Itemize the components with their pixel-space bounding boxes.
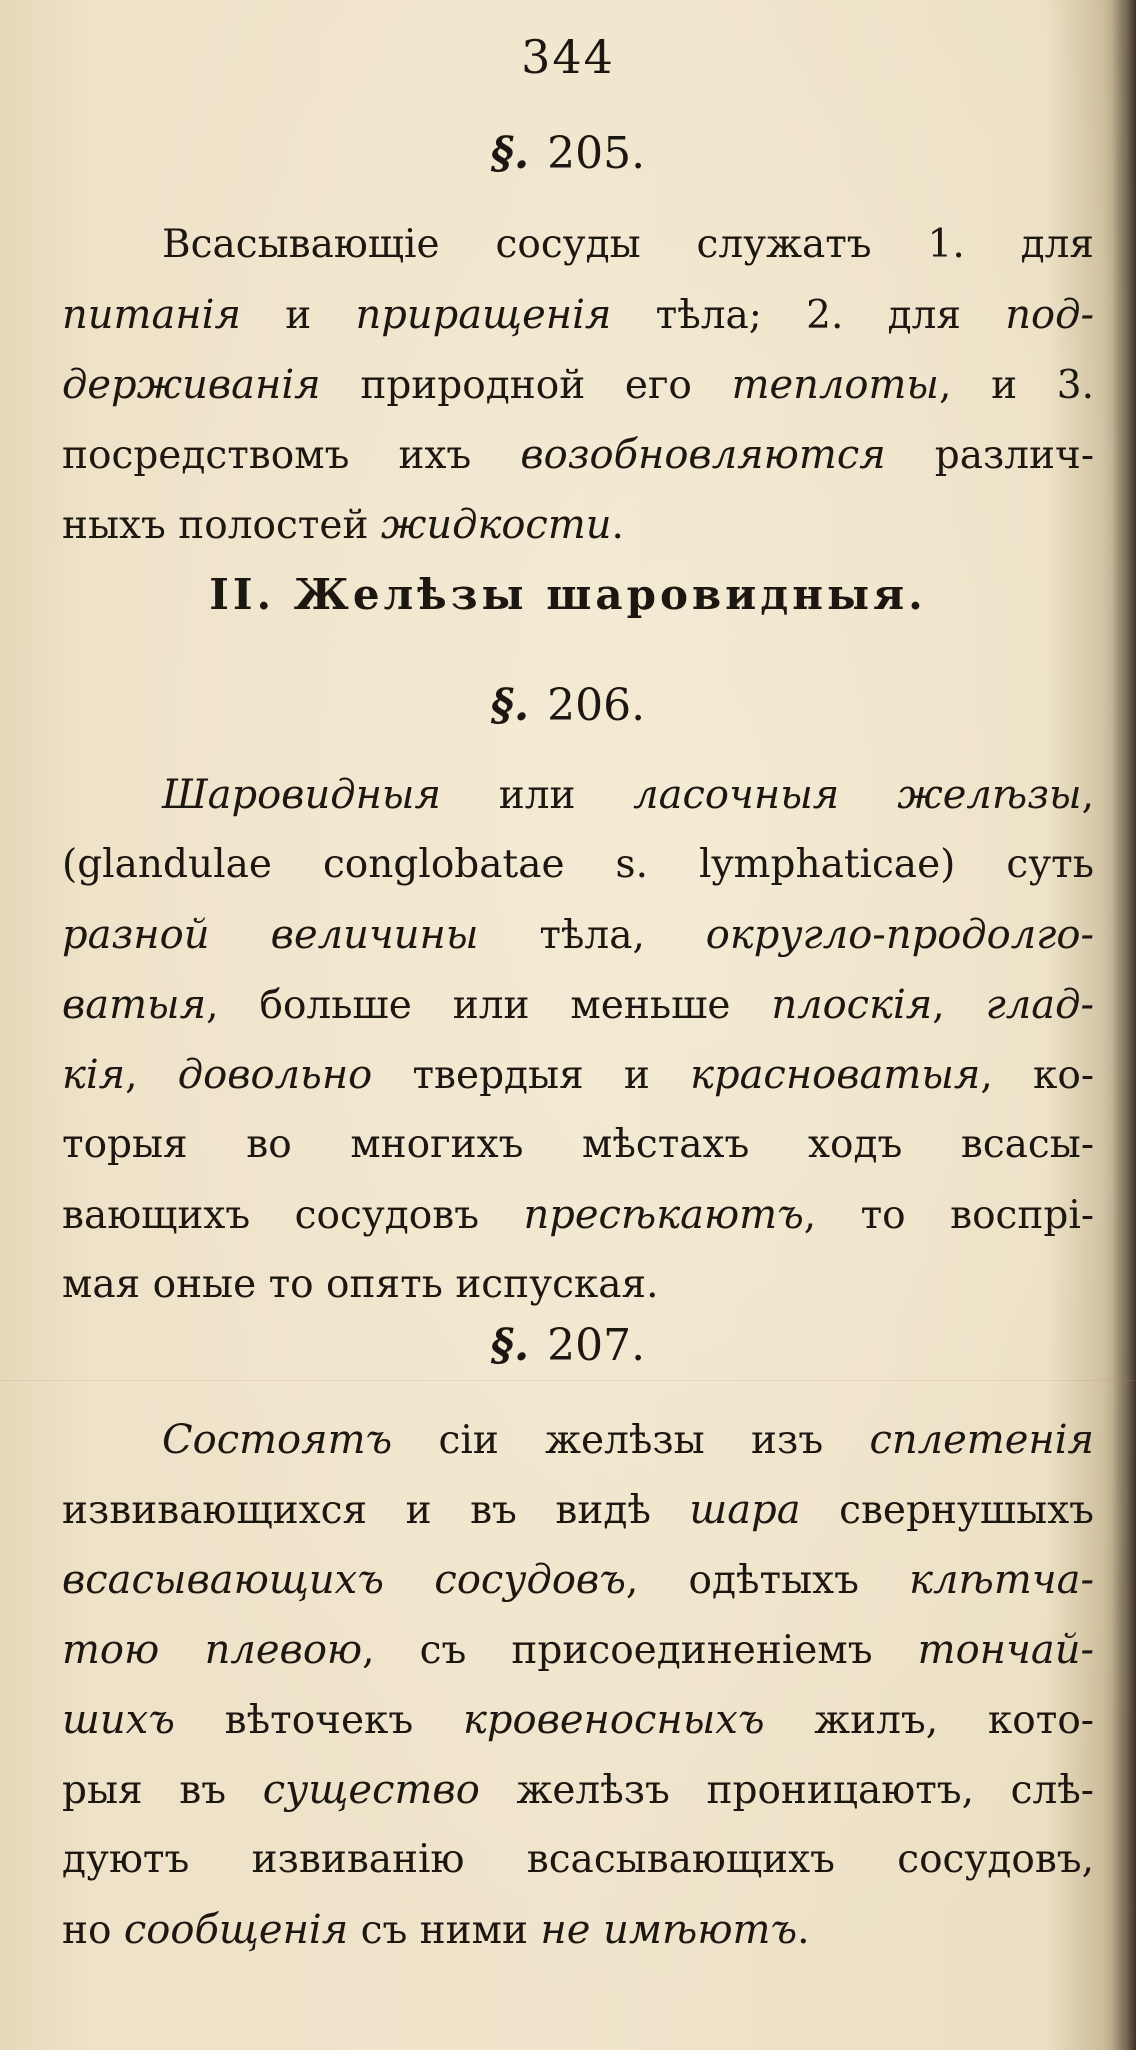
text-run: посредствомъ ихъ	[62, 433, 521, 478]
text-run: .	[797, 1908, 810, 1953]
text-run: , одѣтыхъ	[625, 1558, 910, 1603]
italic-text: не имѣютъ	[540, 1907, 798, 1953]
text-run: дуютъ извиванію всасывающихъ сосудовъ,	[62, 1837, 1094, 1882]
text-line	[62, 1685, 1094, 1755]
text-run: ,	[1081, 773, 1094, 818]
section-207-heading	[0, 1320, 1136, 1371]
text-run: (glandulae conglobatae s. lymphaticae) суть	[62, 842, 1094, 887]
text-run: сіи желѣзы изъ	[392, 1418, 870, 1463]
text-run: различ-	[885, 433, 1094, 478]
italic-text: питанія	[62, 292, 241, 338]
italic-text: кровеносныхъ	[463, 1697, 765, 1743]
italic-text: пресѣкаютъ	[523, 1192, 804, 1238]
text-run: .	[611, 503, 624, 548]
text-line	[62, 1545, 1094, 1615]
text-run: ныхъ полостей	[62, 503, 381, 548]
text-run: природной его	[320, 363, 732, 408]
italic-text: красноватыя	[690, 1052, 981, 1098]
text-run: торыя во многихъ мѣстахъ ходъ всасы-	[62, 1122, 1094, 1167]
text-run: рыя въ	[62, 1768, 263, 1813]
text-run: ,	[932, 983, 986, 1028]
text-run: жилъ, кото-	[764, 1698, 1094, 1743]
section-206-heading	[0, 680, 1136, 731]
italic-text: клѣтча-	[909, 1557, 1094, 1603]
italic-text: Шаровидныя	[162, 772, 441, 818]
text-run: тѣла; 2. для	[611, 293, 1006, 338]
text-line	[62, 420, 1094, 490]
text-run: вѣточекъ	[174, 1698, 463, 1743]
italic-text: возобновляются	[520, 432, 886, 478]
text-line	[62, 1475, 1094, 1545]
text-line	[62, 280, 1094, 350]
italic-text: ласочныя желѣзы	[633, 772, 1082, 818]
text-run: вающихъ сосудовъ	[62, 1193, 524, 1238]
text-run: съ ними	[348, 1908, 541, 1953]
text-line	[62, 830, 1094, 900]
text-run: ,	[125, 1053, 178, 1098]
italic-text: под-	[1005, 292, 1094, 338]
italic-text: шихъ	[62, 1697, 175, 1743]
italic-text: довольно	[177, 1052, 373, 1098]
italic-text: теплоты	[731, 362, 939, 408]
italic-text: кія	[62, 1052, 126, 1098]
text-run: , съ присоединеніемъ	[362, 1628, 918, 1673]
text-run: желѣзъ проницаютъ, слѣ-	[479, 1768, 1094, 1813]
italic-text: глад-	[985, 982, 1094, 1028]
italic-text: приращенія	[355, 292, 612, 338]
text-run: Всасывающіе сосуды служатъ 1. для	[162, 222, 1094, 267]
italic-text: тою плевою	[62, 1627, 363, 1673]
text-run: тѣла,	[478, 913, 706, 958]
text-line	[62, 210, 1094, 280]
italic-text: шара	[689, 1487, 801, 1533]
text-run: или	[440, 773, 634, 818]
italic-text: существо	[262, 1767, 480, 1813]
text-line	[62, 1615, 1094, 1685]
text-run: мая оные то опять испуская.	[62, 1262, 659, 1307]
text-line	[62, 1040, 1094, 1110]
text-line	[62, 490, 1094, 560]
text-run: , больше или меньше	[206, 983, 772, 1028]
text-line	[62, 1250, 1094, 1320]
section-number: 207.	[547, 1320, 646, 1371]
section-207-paragraph	[62, 1405, 1094, 1965]
section-206-paragraph	[62, 760, 1094, 1320]
chapter-heading: II. Желѣзы шаровидныя.	[209, 570, 927, 619]
faint-rule	[0, 1380, 1136, 1381]
page-number: 344	[521, 30, 615, 84]
text-run: свернушыхъ	[800, 1488, 1094, 1533]
text-run: но	[62, 1908, 124, 1953]
section-sign: §.	[490, 128, 530, 179]
italic-text: жидкости	[380, 502, 612, 548]
italic-text: разной величины	[62, 912, 479, 958]
page-edge-shadow	[1112, 0, 1136, 2050]
italic-text: сплетенія	[869, 1417, 1094, 1463]
text-line	[62, 1405, 1094, 1475]
text-run: , и 3.	[939, 363, 1094, 408]
text-line	[62, 900, 1094, 970]
section-number: 205.	[547, 128, 646, 179]
italic-text: Состоятъ	[162, 1417, 393, 1463]
italic-text: всасывающихъ сосудовъ	[62, 1557, 626, 1603]
section-number: 206.	[547, 680, 646, 731]
italic-text: округло-продолго-	[705, 912, 1094, 958]
text-line	[62, 1825, 1094, 1895]
text-run: твердыя и	[372, 1053, 691, 1098]
text-line	[62, 760, 1094, 830]
italic-text: держиванія	[62, 362, 321, 408]
italic-text: сообщенія	[123, 1907, 349, 1953]
text-line	[62, 350, 1094, 420]
text-run: , то воспрі-	[803, 1193, 1094, 1238]
text-run: , ко-	[980, 1053, 1095, 1098]
text-run: извивающихся и въ видѣ	[62, 1488, 690, 1533]
section-205-heading	[0, 128, 1136, 179]
section-sign: §.	[490, 1320, 530, 1371]
section-sign: §.	[490, 680, 530, 731]
text-line	[62, 1110, 1094, 1180]
text-line	[62, 970, 1094, 1040]
section-205-paragraph	[62, 210, 1094, 560]
text-run: и	[240, 293, 356, 338]
italic-text: плоскія	[771, 982, 933, 1028]
text-line	[62, 1180, 1094, 1250]
text-line	[62, 1895, 1094, 1965]
italic-text: ватыя	[62, 982, 207, 1028]
text-line	[62, 1755, 1094, 1825]
italic-text: тончай-	[917, 1627, 1095, 1673]
